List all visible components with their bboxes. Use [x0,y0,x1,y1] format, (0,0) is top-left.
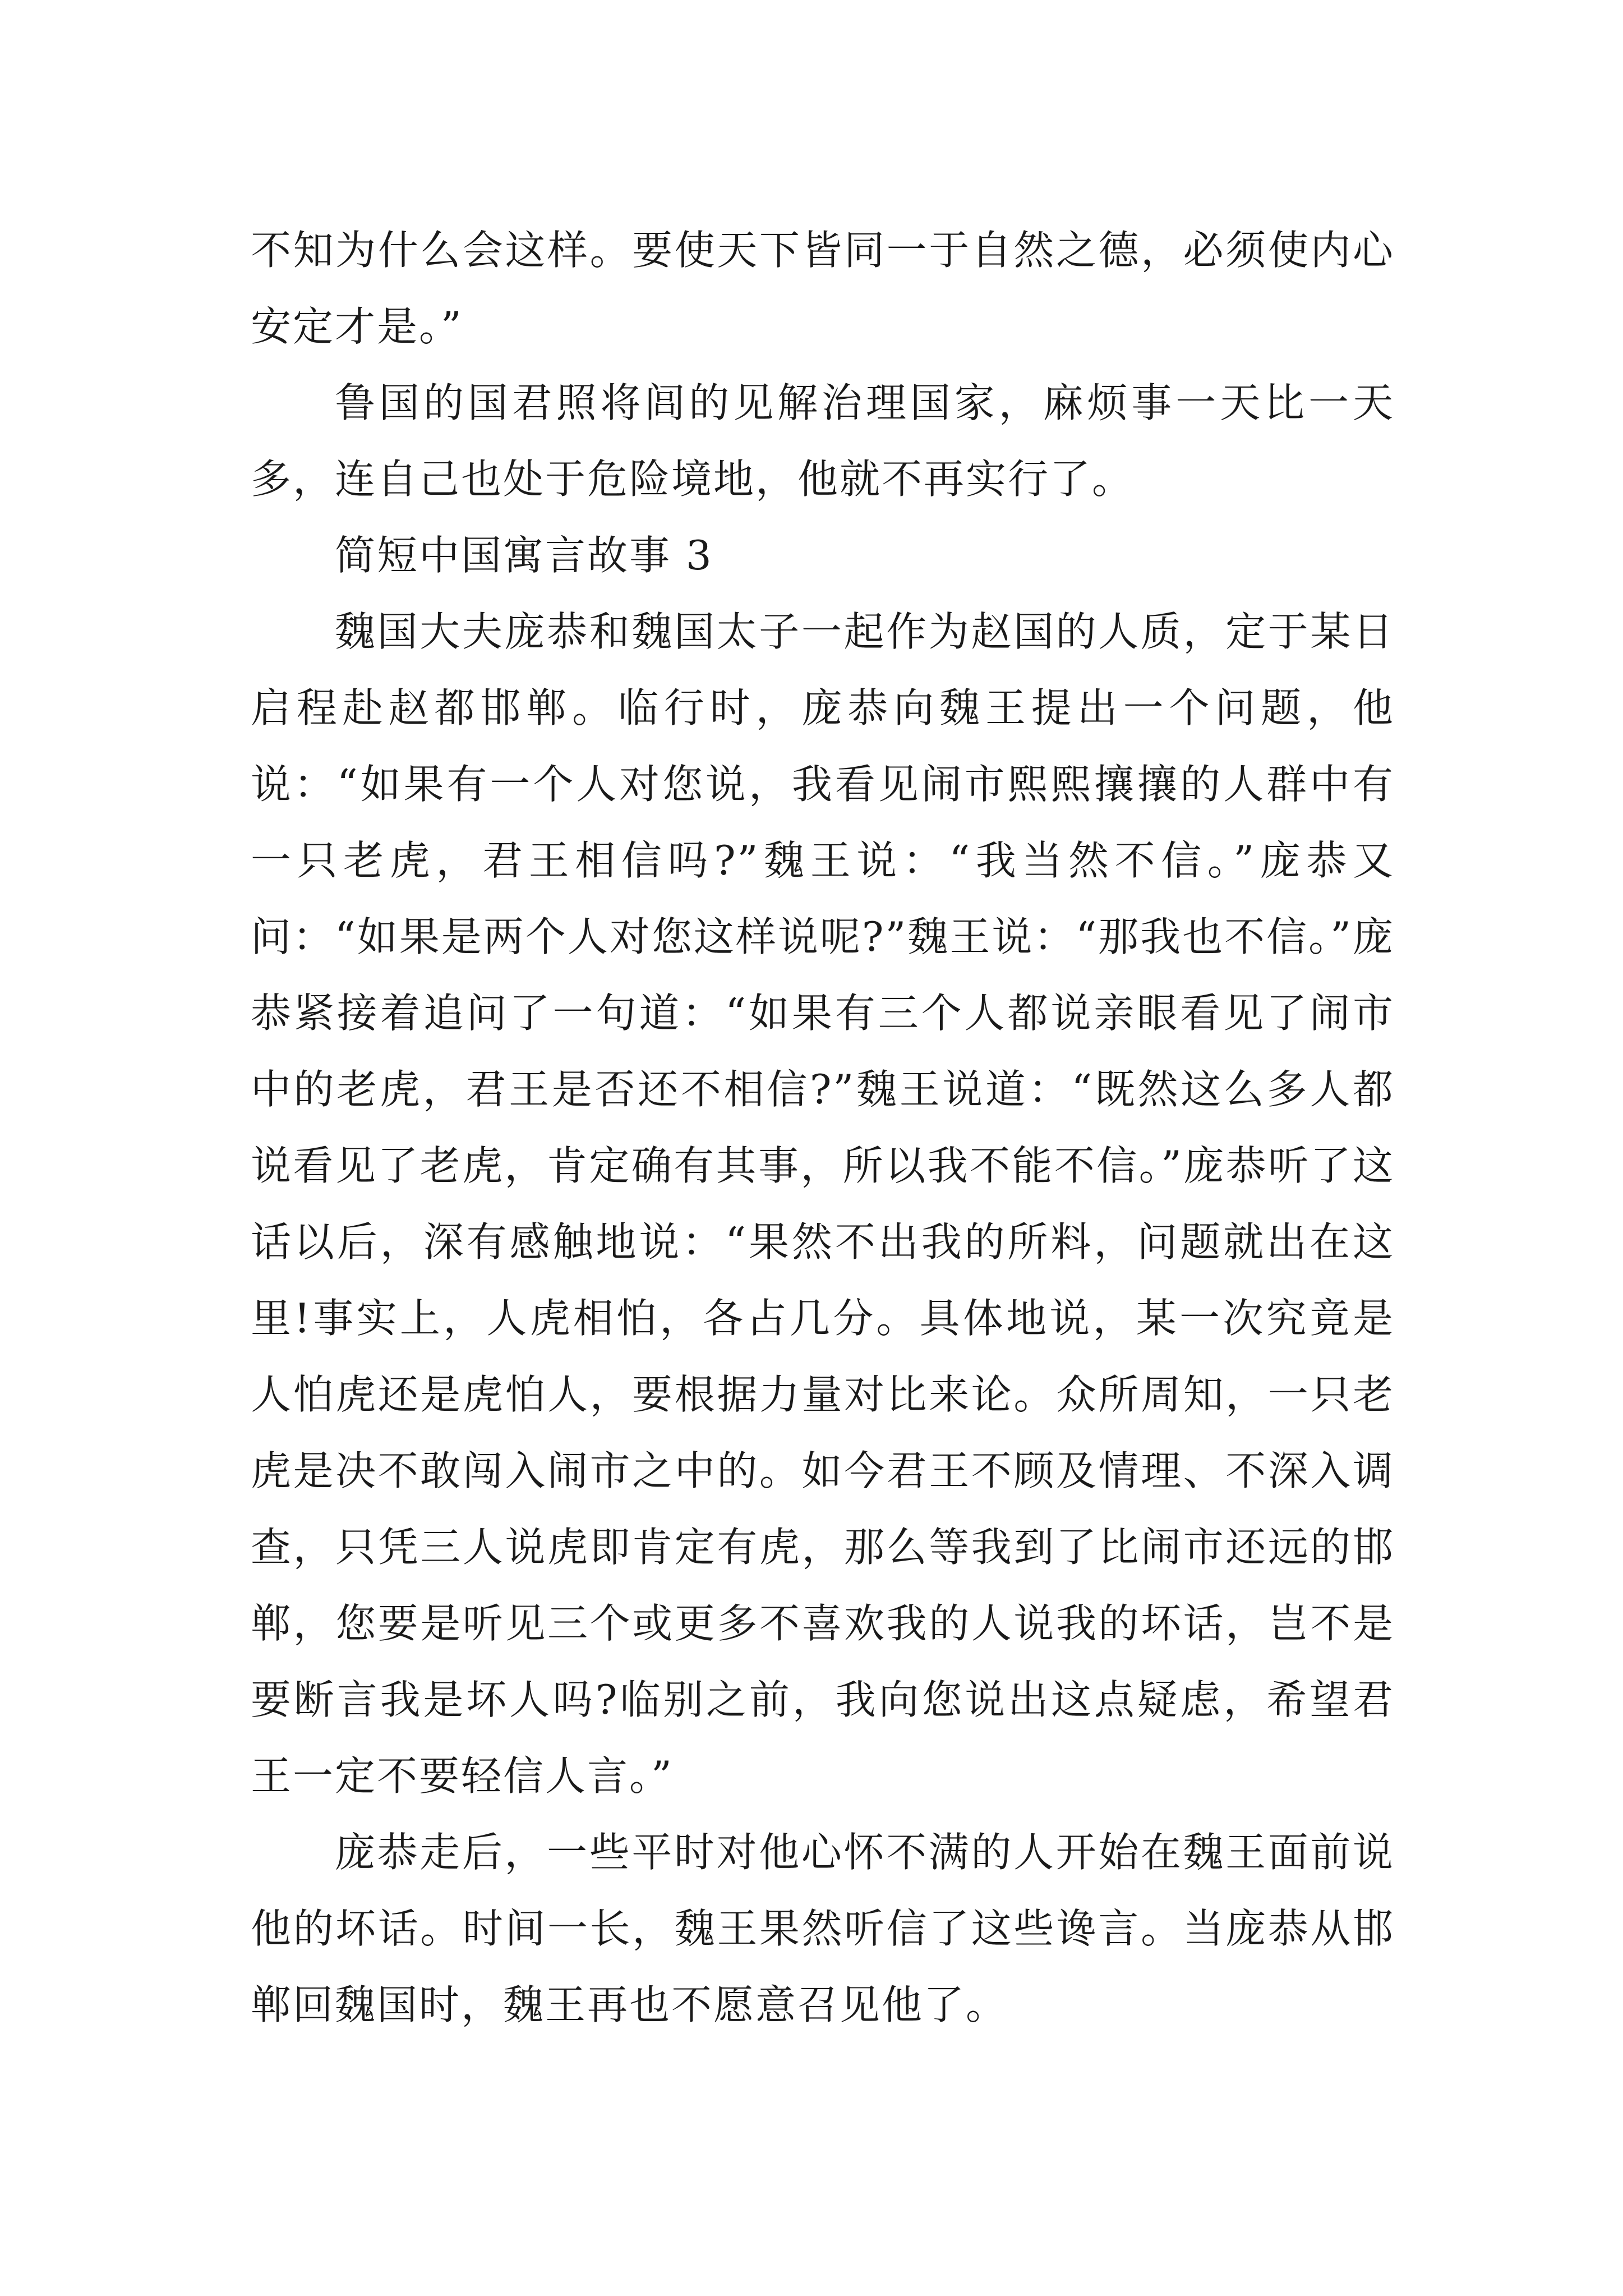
paragraph-pang-gong-story: 魏国大夫庞恭和魏国太子一起作为赵国的人质，定于某日启程赴赵都邯郸。临行时，庞恭向魏王提出一个问题，他说：“如果有一个人对您说，我看见闹市熙熙攘攘的人群中有一只老虎，君王相信吗?”魏王说：“我当然不信。”庞恭又问：“如果是两个人对您这样说呢?”魏王说：“那我也不信。”庞恭紧接着追问了一句道：“如果有三个人都说亲眼看见了闹市中的老虎，君王是否还不相信?”魏王说道：“既然这么多人都说看见了老虎，肯定确有其事，所以我不能不信。”庞恭听了这话以后，深有感触地说：“果然不出我的所料，问题就出在这里!事实上，人虎相怕，各占几分。具体地说，某一次究竟是人怕虎还是虎怕人，要根据力量对比来论。众所周知，一只老虎是决不敢闯入闹市之中的。如今君王不顾及情理、不深入调查，只凭三人说虎即肯定有虎，那么等我到了比闹市还远的邯郸，您要是听见三个或更多不喜欢我的人说我的坏话，岂不是要断言我是坏人吗?临别之前，我向您说出这点疑虑，希望君王一定不要轻信人言。” [251,608,1395,1800]
section-heading: 简短中国寓言故事 3 [335,532,713,579]
paragraph-lu-state: 鲁国的国君照将闾的见解治理国家，麻烦事一天比一天多，连自己也处于危险境地，他就不再实行了。 [251,379,1395,503]
body-text [251,212,1395,2043]
paragraph-continuation: 不知为什么会这样。要使天下皆同一于自然之德，必须使内心安定才是。” [251,227,1395,350]
paragraph-ending: 庞恭走后，一些平时对他心怀不满的人开始在魏王面前说他的坏话。时间一长，魏王果然听信了这些谗言。当庞恭从邯郸回魏国时，魏王再也不愿意召见他了。 [251,1829,1395,2028]
